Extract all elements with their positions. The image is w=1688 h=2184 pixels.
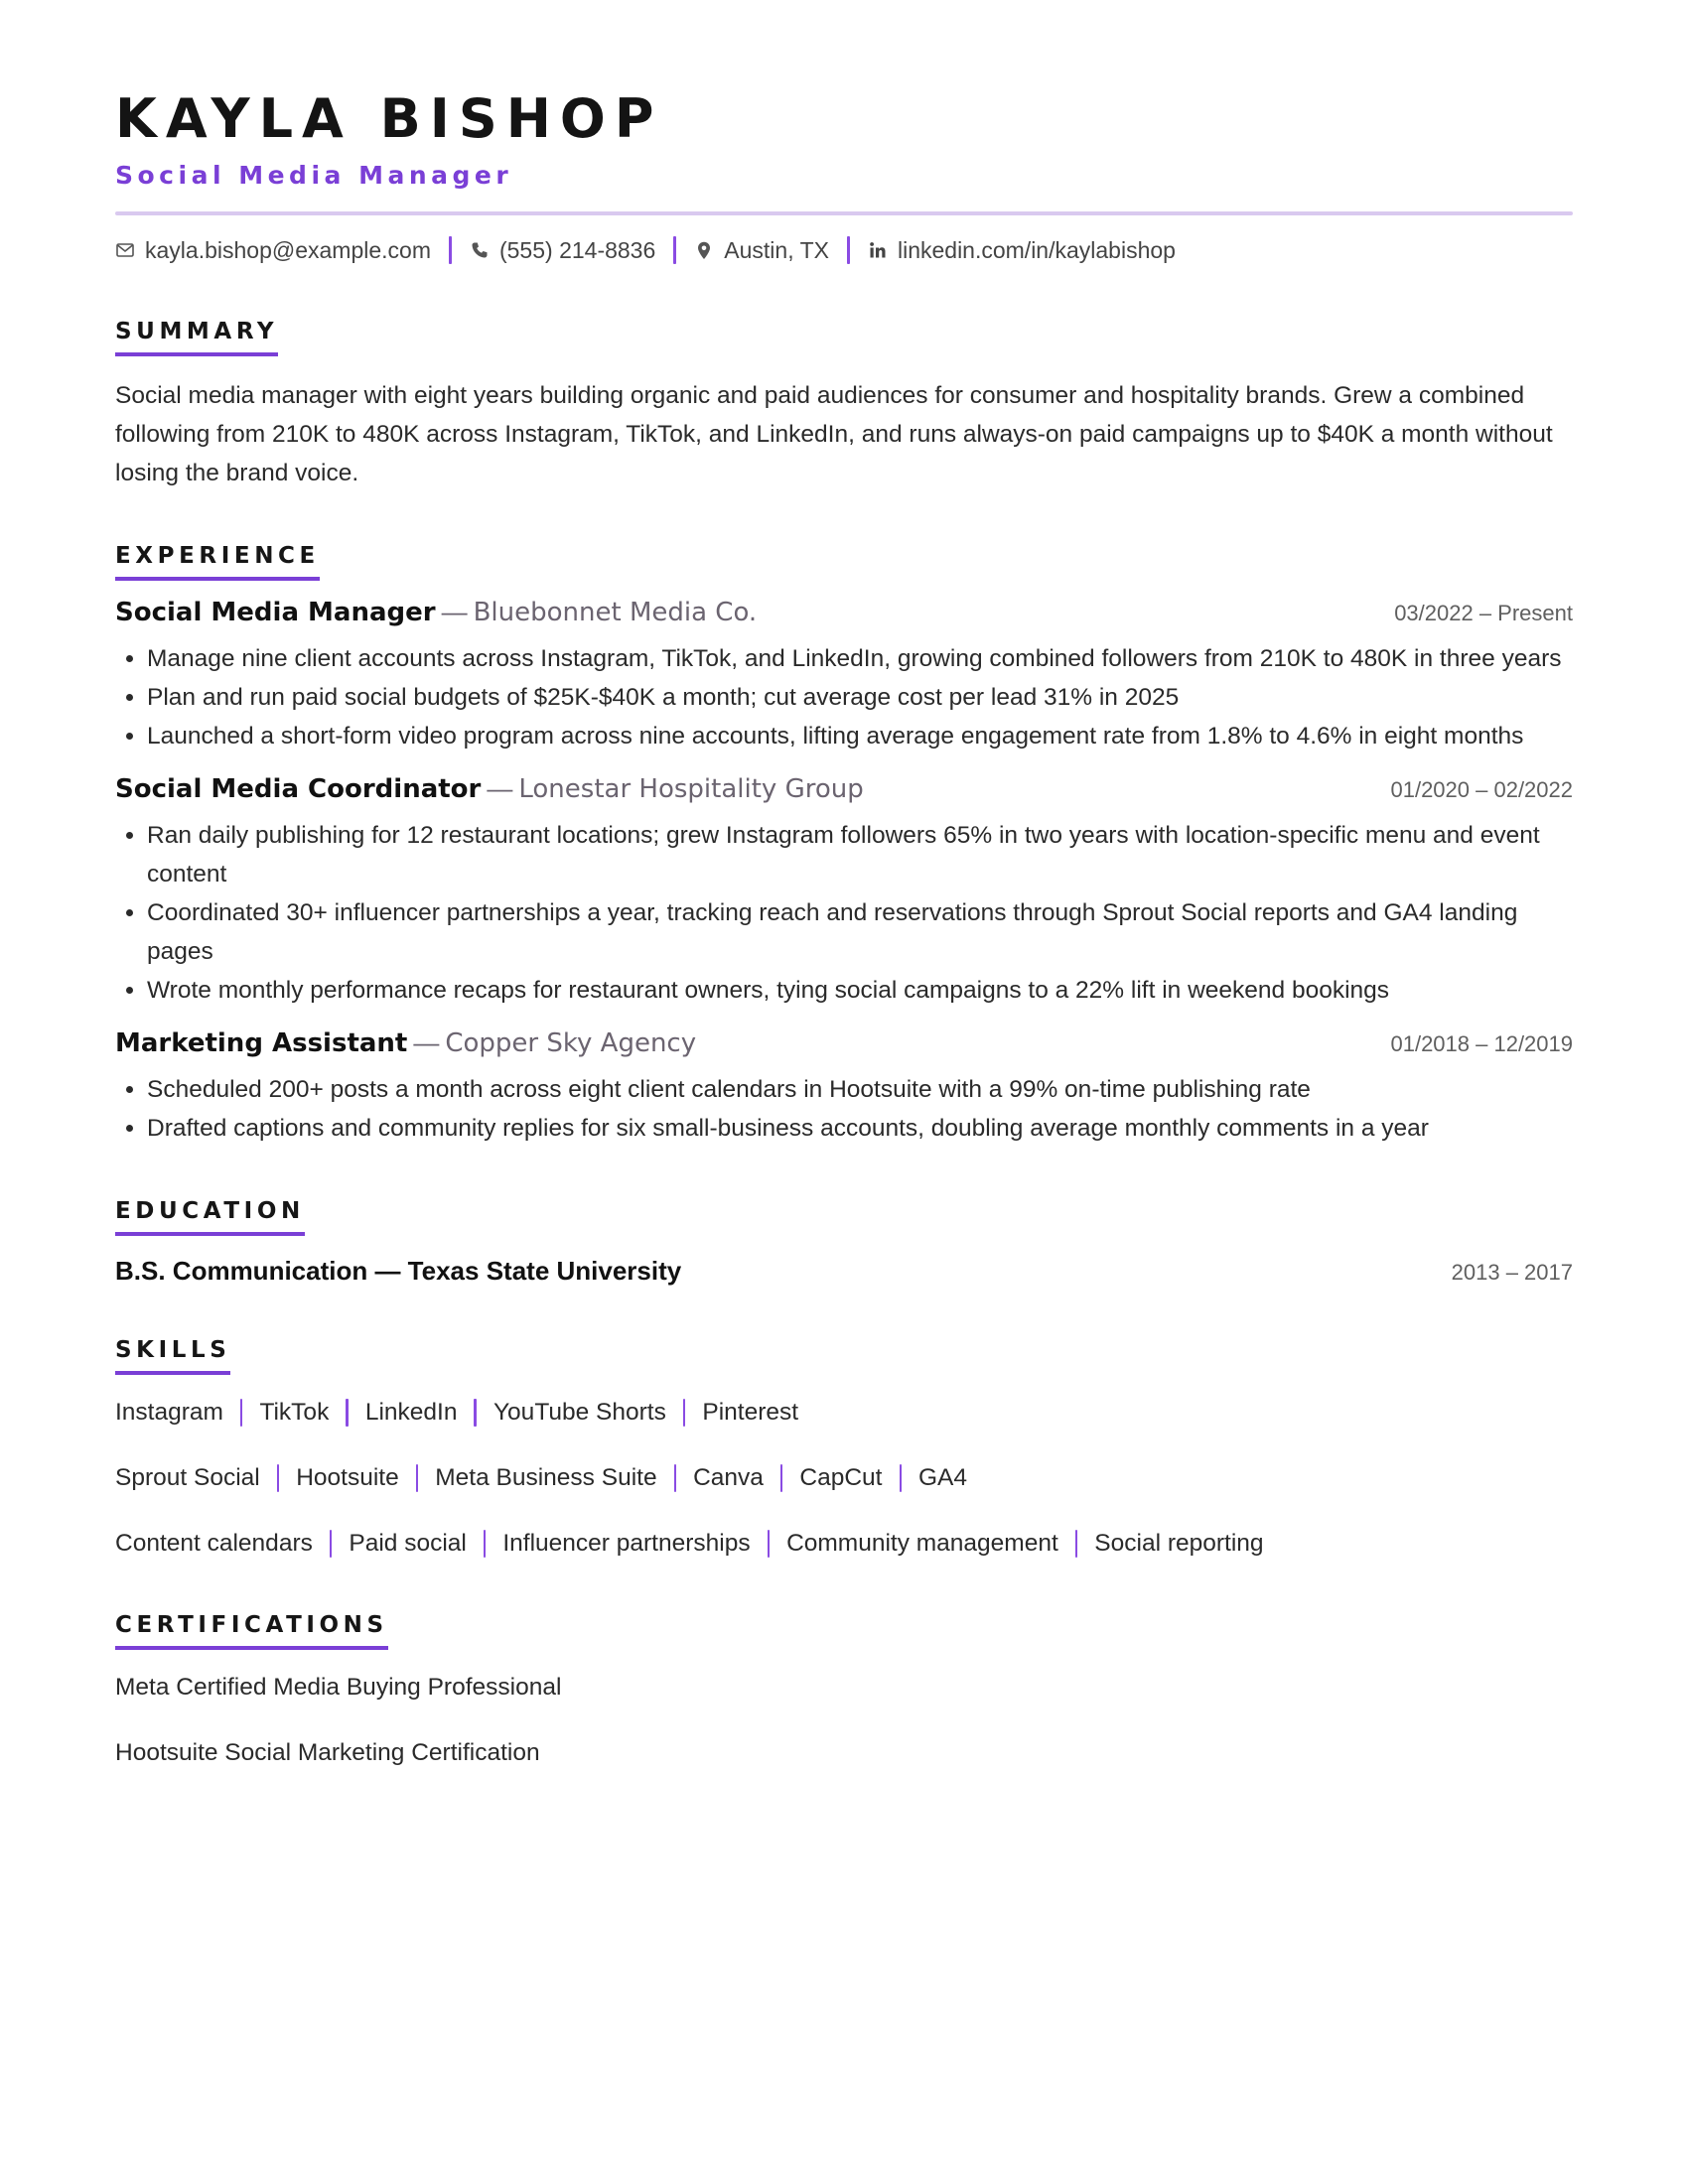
skill-separator bbox=[484, 1530, 487, 1558]
skill-item: LinkedIn bbox=[364, 1399, 458, 1426]
certification-item: Meta Certified Media Buying Professional bbox=[115, 1674, 562, 1701]
job-dash: — bbox=[413, 1027, 440, 1057]
job-bullets bbox=[115, 1070, 1573, 1148]
skill-item: Social reporting bbox=[1094, 1530, 1264, 1557]
skill-item: Content calendars bbox=[115, 1530, 313, 1557]
skill-separator bbox=[330, 1530, 333, 1558]
contact-location bbox=[694, 237, 829, 264]
certifications-section bbox=[115, 1611, 1573, 1771]
skill-separator bbox=[277, 1464, 280, 1492]
linkedin-icon bbox=[868, 240, 888, 260]
job-entry bbox=[115, 597, 1573, 755]
candidate-name: KAYLA BISHOP bbox=[115, 87, 663, 150]
education-degree: B.S. Communication — Texas State University bbox=[115, 1256, 682, 1286]
contact-phone[interactable] bbox=[470, 237, 655, 264]
location-text: Austin, TX bbox=[724, 236, 829, 263]
section-heading-education: EDUCATION bbox=[115, 1197, 305, 1236]
skill-item: Paid social bbox=[349, 1530, 467, 1557]
skills-row bbox=[115, 1395, 1573, 1431]
section-heading-summary: SUMMARY bbox=[115, 318, 278, 356]
job-bullet: • Ran daily publishing for 12 restaurant locations; grew Instagram followers 65% in two years with location-specific menu and event content bbox=[147, 816, 1573, 893]
job-bullets bbox=[115, 816, 1573, 1010]
skill-separator bbox=[674, 1464, 677, 1492]
section-heading-experience: EXPERIENCE bbox=[115, 542, 320, 581]
contact-separator bbox=[673, 236, 676, 264]
header-divider bbox=[115, 211, 1573, 215]
contact-email[interactable] bbox=[115, 237, 431, 264]
education-entry bbox=[115, 1256, 1573, 1287]
skills-row bbox=[115, 1526, 1573, 1562]
contact-separator bbox=[449, 236, 452, 264]
job-dash: — bbox=[487, 773, 513, 803]
contact-separator bbox=[847, 236, 850, 264]
skill-item: Canva bbox=[693, 1464, 764, 1491]
skill-separator bbox=[346, 1399, 349, 1427]
phone-icon bbox=[470, 240, 490, 260]
job-company: Lonestar Hospitality Group bbox=[518, 774, 864, 804]
skill-item: Influencer partnerships bbox=[502, 1530, 751, 1557]
job-bullet: • Manage nine client accounts across Instagram, TikTok, and LinkedIn, growing combined followers from 210K to 480K in three years bbox=[147, 639, 1573, 678]
job-bullet: • Scheduled 200+ posts a month across eight client calendars in Hootsuite with a 99% on-time publishing rate bbox=[147, 1070, 1573, 1109]
skill-separator bbox=[416, 1464, 419, 1492]
job-company: Bluebonnet Media Co. bbox=[473, 598, 758, 627]
skills-row bbox=[115, 1460, 1573, 1496]
contact-linkedin[interactable] bbox=[868, 237, 1176, 264]
skill-item: TikTok bbox=[259, 1399, 330, 1426]
skill-item: Pinterest bbox=[702, 1399, 799, 1426]
location-pin-icon bbox=[694, 240, 714, 260]
skill-separator bbox=[683, 1399, 686, 1427]
linkedin-text: linkedin.com/in/kaylabishop bbox=[897, 236, 1176, 263]
summary-section bbox=[115, 318, 1573, 492]
experience-section bbox=[115, 542, 1573, 1148]
job-dates: 03/2022 – Present bbox=[1394, 601, 1573, 625]
skills-section bbox=[115, 1336, 1573, 1562]
job-bullet: • Coordinated 30+ influencer partnerships a year, tracking reach and reservations through Sprout Social reports and GA4 landing pages bbox=[147, 893, 1573, 971]
skill-separator bbox=[768, 1530, 771, 1558]
job-bullets bbox=[115, 639, 1573, 755]
job-company: Copper Sky Agency bbox=[445, 1028, 697, 1058]
skill-item: GA4 bbox=[918, 1464, 968, 1491]
education-dates: 2013 – 2017 bbox=[1451, 1260, 1573, 1285]
skill-separator bbox=[240, 1399, 243, 1427]
job-title: Marketing Assistant bbox=[115, 1028, 408, 1058]
job-dates: 01/2018 – 12/2019 bbox=[1390, 1031, 1573, 1056]
job-title: Social Media Coordinator bbox=[115, 774, 482, 804]
section-heading-skills: SKILLS bbox=[115, 1336, 230, 1375]
skill-item: YouTube Shorts bbox=[492, 1399, 666, 1426]
candidate-role: Social Media Manager bbox=[115, 161, 513, 190]
job-title: Social Media Manager bbox=[115, 598, 436, 627]
mail-icon bbox=[115, 240, 135, 260]
skill-item: Sprout Social bbox=[115, 1464, 260, 1491]
skill-separator bbox=[1075, 1530, 1078, 1558]
skill-item: CapCut bbox=[799, 1464, 883, 1491]
email-text: kayla.bishop@example.com bbox=[145, 236, 431, 263]
job-bullet: • Drafted captions and community replies for six small-business accounts, doubling average monthly comments in a year bbox=[147, 1109, 1573, 1148]
skill-item: Hootsuite bbox=[296, 1464, 399, 1491]
skill-item: Meta Business Suite bbox=[435, 1464, 657, 1491]
education-section bbox=[115, 1197, 1573, 1287]
job-bullet: • Wrote monthly performance recaps for restaurant owners, tying social campaigns to a 22% lift in weekend bookings bbox=[147, 971, 1573, 1010]
job-dates: 01/2020 – 02/2022 bbox=[1390, 777, 1573, 802]
skill-separator bbox=[474, 1399, 477, 1427]
contact-bar bbox=[115, 232, 1573, 268]
section-heading-certifications: CERTIFICATIONS bbox=[115, 1611, 388, 1650]
skill-item: Instagram bbox=[115, 1399, 223, 1426]
skill-separator bbox=[780, 1464, 783, 1492]
summary-text: Social media manager with eight years building organic and paid audiences for consumer and hospitality brands. Grew a combined following from 210K to 480K across Instagram, TikTok, and LinkedIn, and runs always-on paid campaigns up to $40K a month without losing the brand voice. bbox=[115, 382, 1553, 486]
skill-separator bbox=[900, 1464, 903, 1492]
skill-item: Community management bbox=[786, 1530, 1058, 1557]
job-entry bbox=[115, 773, 1573, 1010]
certification-item: Hootsuite Social Marketing Certification bbox=[115, 1739, 540, 1766]
job-entry bbox=[115, 1027, 1573, 1148]
job-dash: — bbox=[441, 597, 468, 626]
job-bullet: • Launched a short-form video program across nine accounts, lifting average engagement rate from 1.8% to 4.6% in eight months bbox=[147, 717, 1573, 755]
phone-text: (555) 214-8836 bbox=[498, 236, 656, 263]
job-bullet: • Plan and run paid social budgets of $25K-$40K a month; cut average cost per lead 31% in 2025 bbox=[147, 678, 1573, 717]
